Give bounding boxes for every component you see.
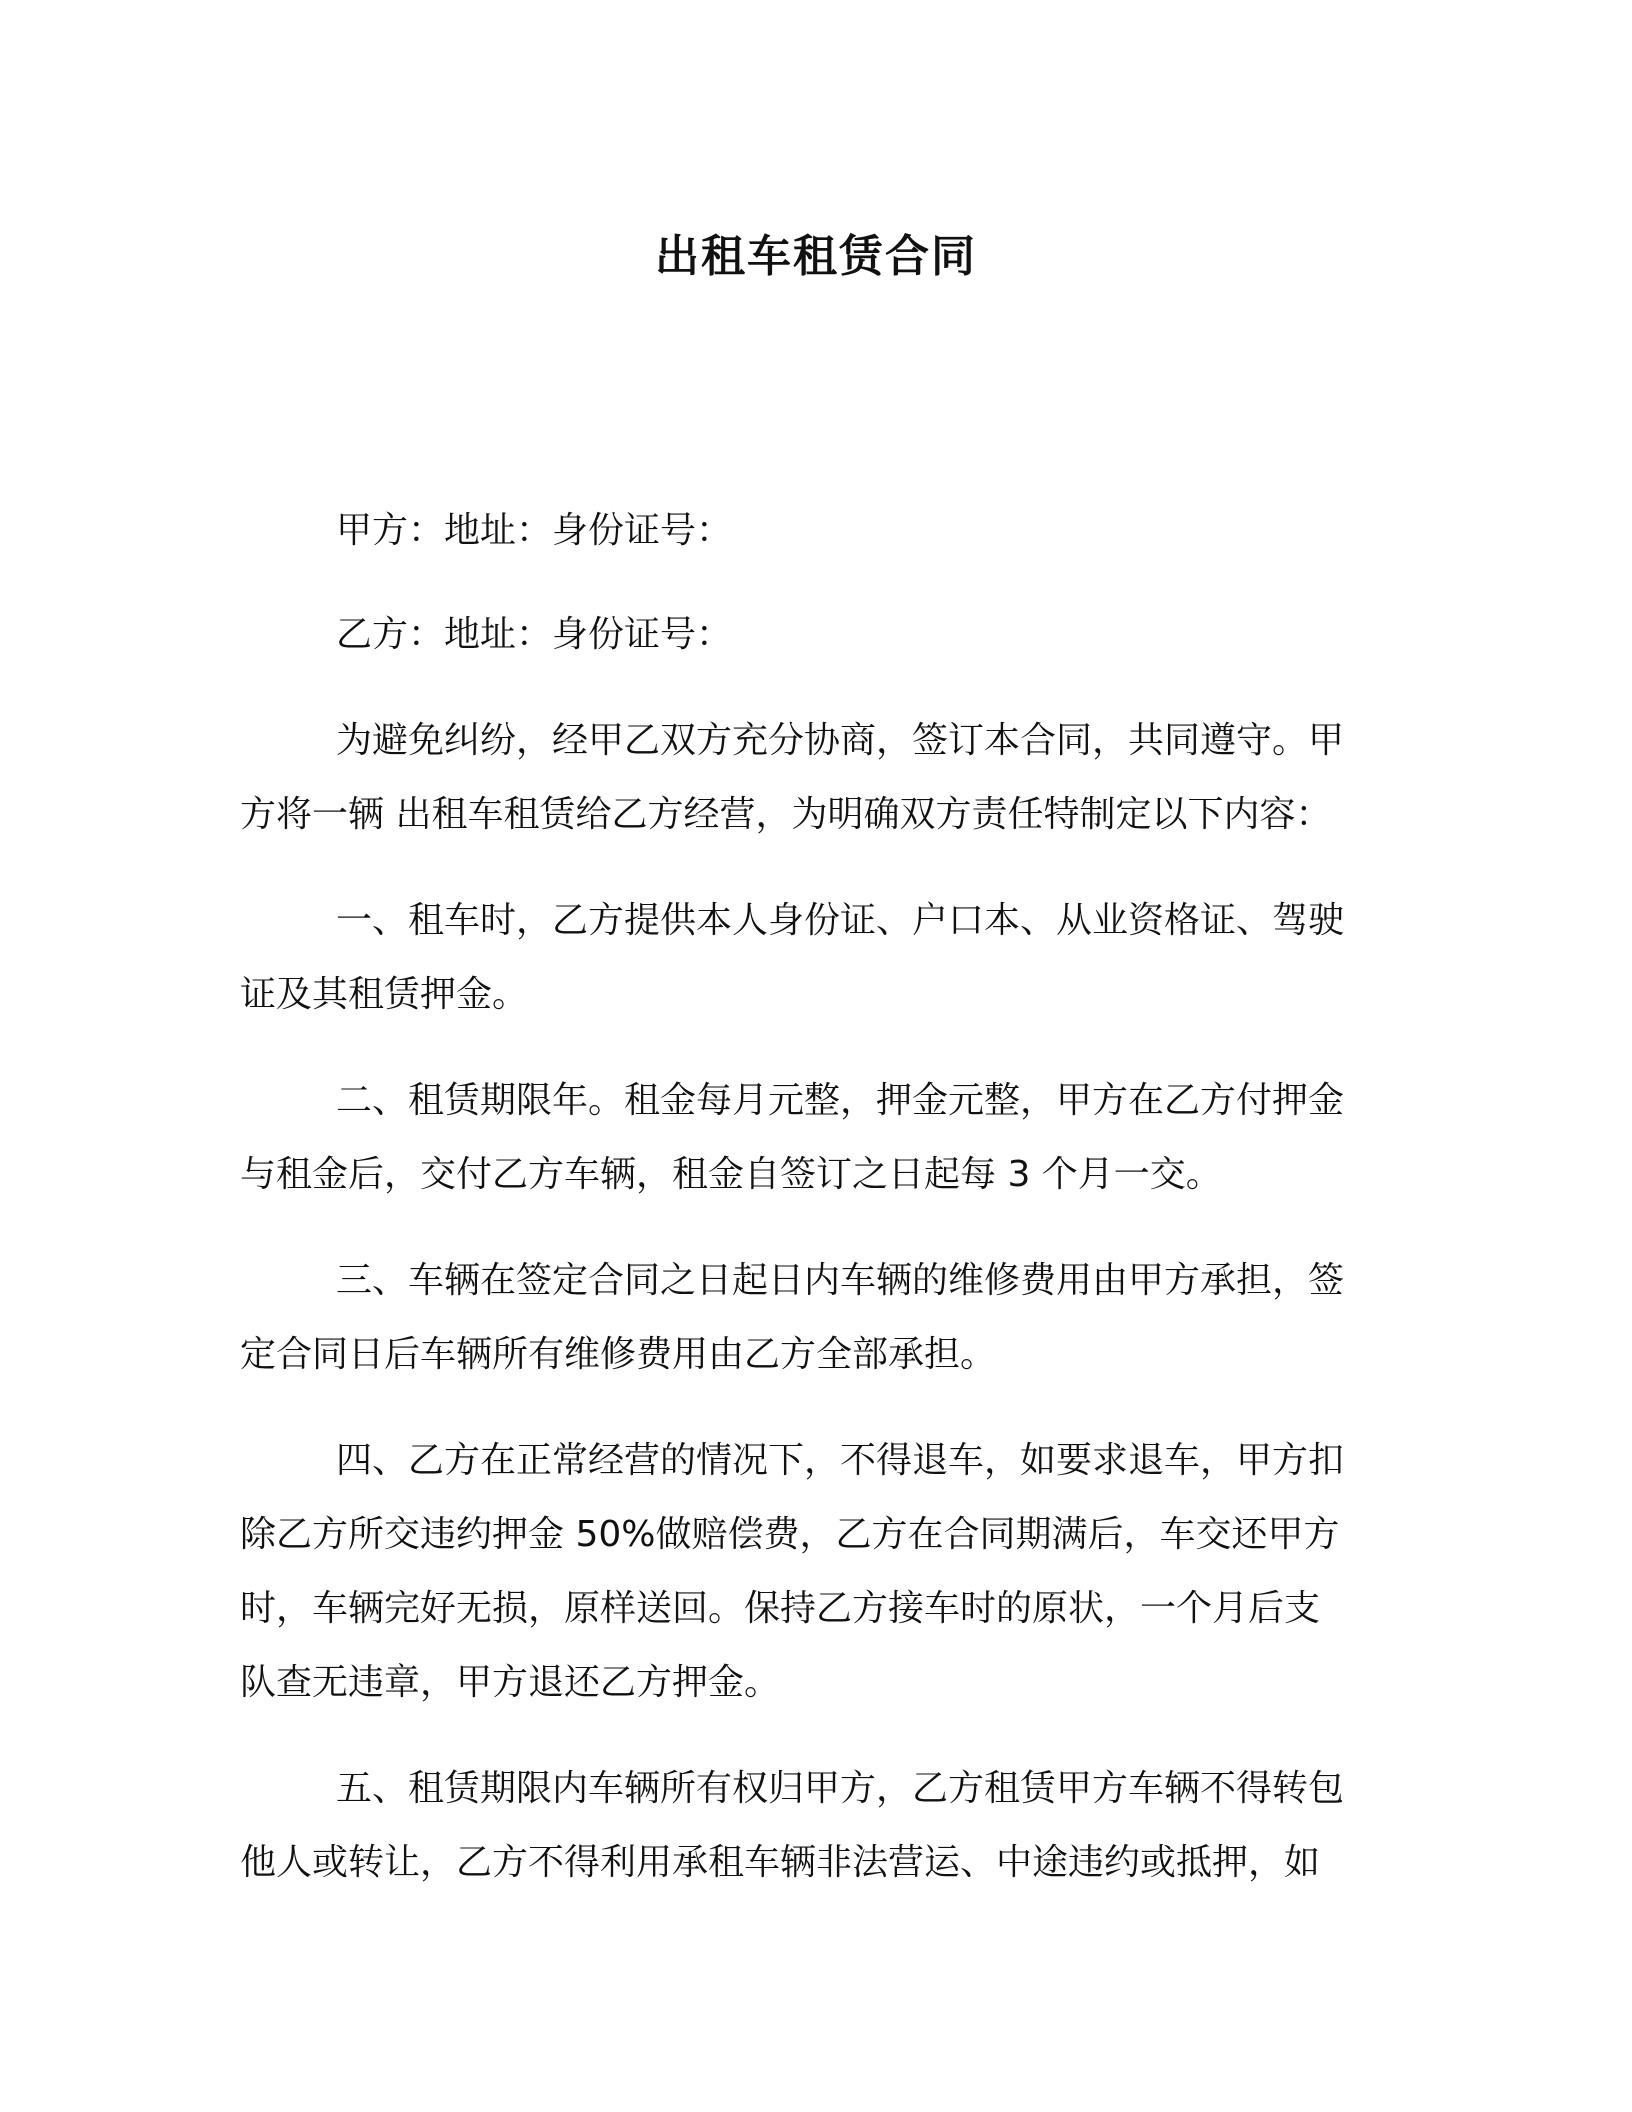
preamble-line-2: 方将一辆 出租车租赁给乙方经营，为明确双方责任特制定以下内容： [240, 794, 1332, 835]
clause-4-line-3: 时，车辆完好无损，原样送回。保持乙方接车时的原状，一个月后支 [240, 1588, 1321, 1629]
clause-2-line-1: 二、租赁期限年。租金每月元整，押金元整，甲方在乙方付押金 [336, 1080, 1345, 1121]
party-a-line: 甲方：地址：身份证号： [336, 510, 733, 551]
clause-2-line-2: 与租金后，交付乙方车辆，租金自签订之日起每 3 个月一交。 [240, 1154, 1222, 1195]
clause-5-line-1: 五、租赁期限内车辆所有权归甲方，乙方租赁甲方车辆不得转包 [336, 1768, 1345, 1809]
clause-3-line-1: 三、车辆在签定合同之日起日内车辆的维修费用由甲方承担，签 [336, 1260, 1345, 1301]
clause-4-line-2: 除乙方所交违约押金 50%做赔偿费，乙方在合同期满后，车交还甲方 [240, 1514, 1340, 1555]
clause-3-line-2: 定合同日后车辆所有维修费用由乙方全部承担。 [240, 1334, 997, 1375]
clause-4-line-1: 四、乙方在正常经营的情况下，不得退车，如要求退车，甲方扣 [336, 1440, 1345, 1481]
clause-1-line-1: 一、租车时，乙方提供本人身份证、户口本、从业资格证、驾驶 [336, 900, 1345, 941]
clause-1-line-2: 证及其租赁押金。 [240, 974, 529, 1015]
clause-5-line-2: 他人或转让，乙方不得利用承租车辆非法营运、中途违约或抵押，如 [240, 1842, 1321, 1883]
clause-4-line-4: 队查无违章，甲方退还乙方押金。 [240, 1662, 781, 1703]
document-body [240, 492, 1380, 1902]
party-b-line: 乙方：地址：身份证号： [336, 614, 733, 655]
preamble-line-1: 为避免纠纷，经甲乙双方充分协商，签订本合同，共同遵守。甲 [336, 720, 1345, 761]
document-title: 出租车租赁合同 [655, 231, 977, 282]
